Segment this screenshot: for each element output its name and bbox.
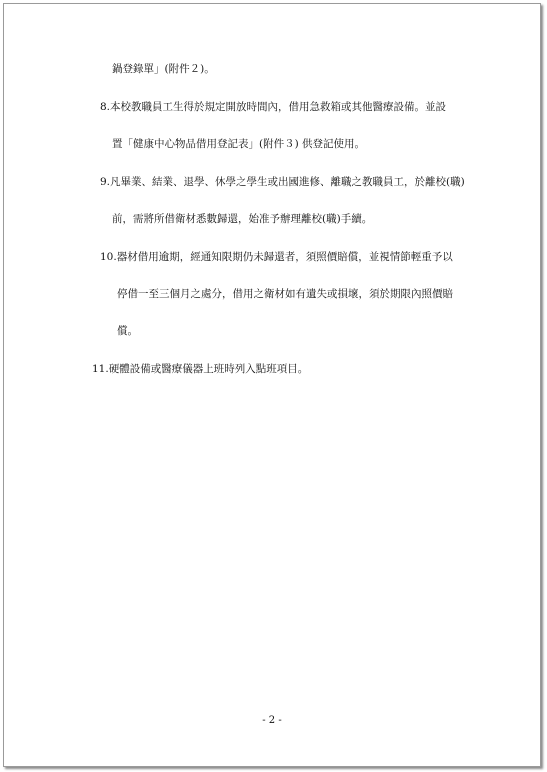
line-text: 鍋登錄單」(附件２)。 [112,63,215,75]
line-text: 硬體設備或醫療儀器上班時列入點班項目。 [108,363,309,375]
list-number: 11. [92,363,109,375]
line-text: 器材借用逾期，經通知限期仍未歸還者，須照價賠償，並視情節輕重予以 [116,251,453,263]
page-number: - 2 - [262,715,282,726]
list-item-8 [100,100,446,114]
text-line-continuation [112,62,215,76]
line-text: 本校教職員工生得於規定開放時間內，借用急救箱或其他醫療設備。並設 [110,101,447,113]
text-line-continuation [117,287,453,301]
text-line-continuation [117,324,138,338]
line-text: 前，需將所借衛材悉數歸還，始准予辦理離校(職)手續。 [112,213,373,225]
document-page [3,3,541,767]
list-item-9 [100,175,465,189]
text-line-continuation [112,137,365,151]
list-item-10 [100,250,453,264]
text-line-continuation [112,212,372,226]
list-number: 9. [100,176,111,188]
list-number: 10. [100,251,117,263]
list-number: 8. [100,101,111,113]
line-text: 停借一至三個月之處分，借用之衛材如有遺失或損壞，須於期限內照價賠 [117,288,453,300]
line-text: 置「健康中心物品借用登記表」(附件３) 供登記使用。 [112,138,366,150]
line-text: 凡畢業、結業、退學、休學之學生或出國進修、離職之教職員工，於離校(職) [110,176,465,188]
line-text: 償。 [117,325,138,337]
list-item-11 [92,362,308,376]
